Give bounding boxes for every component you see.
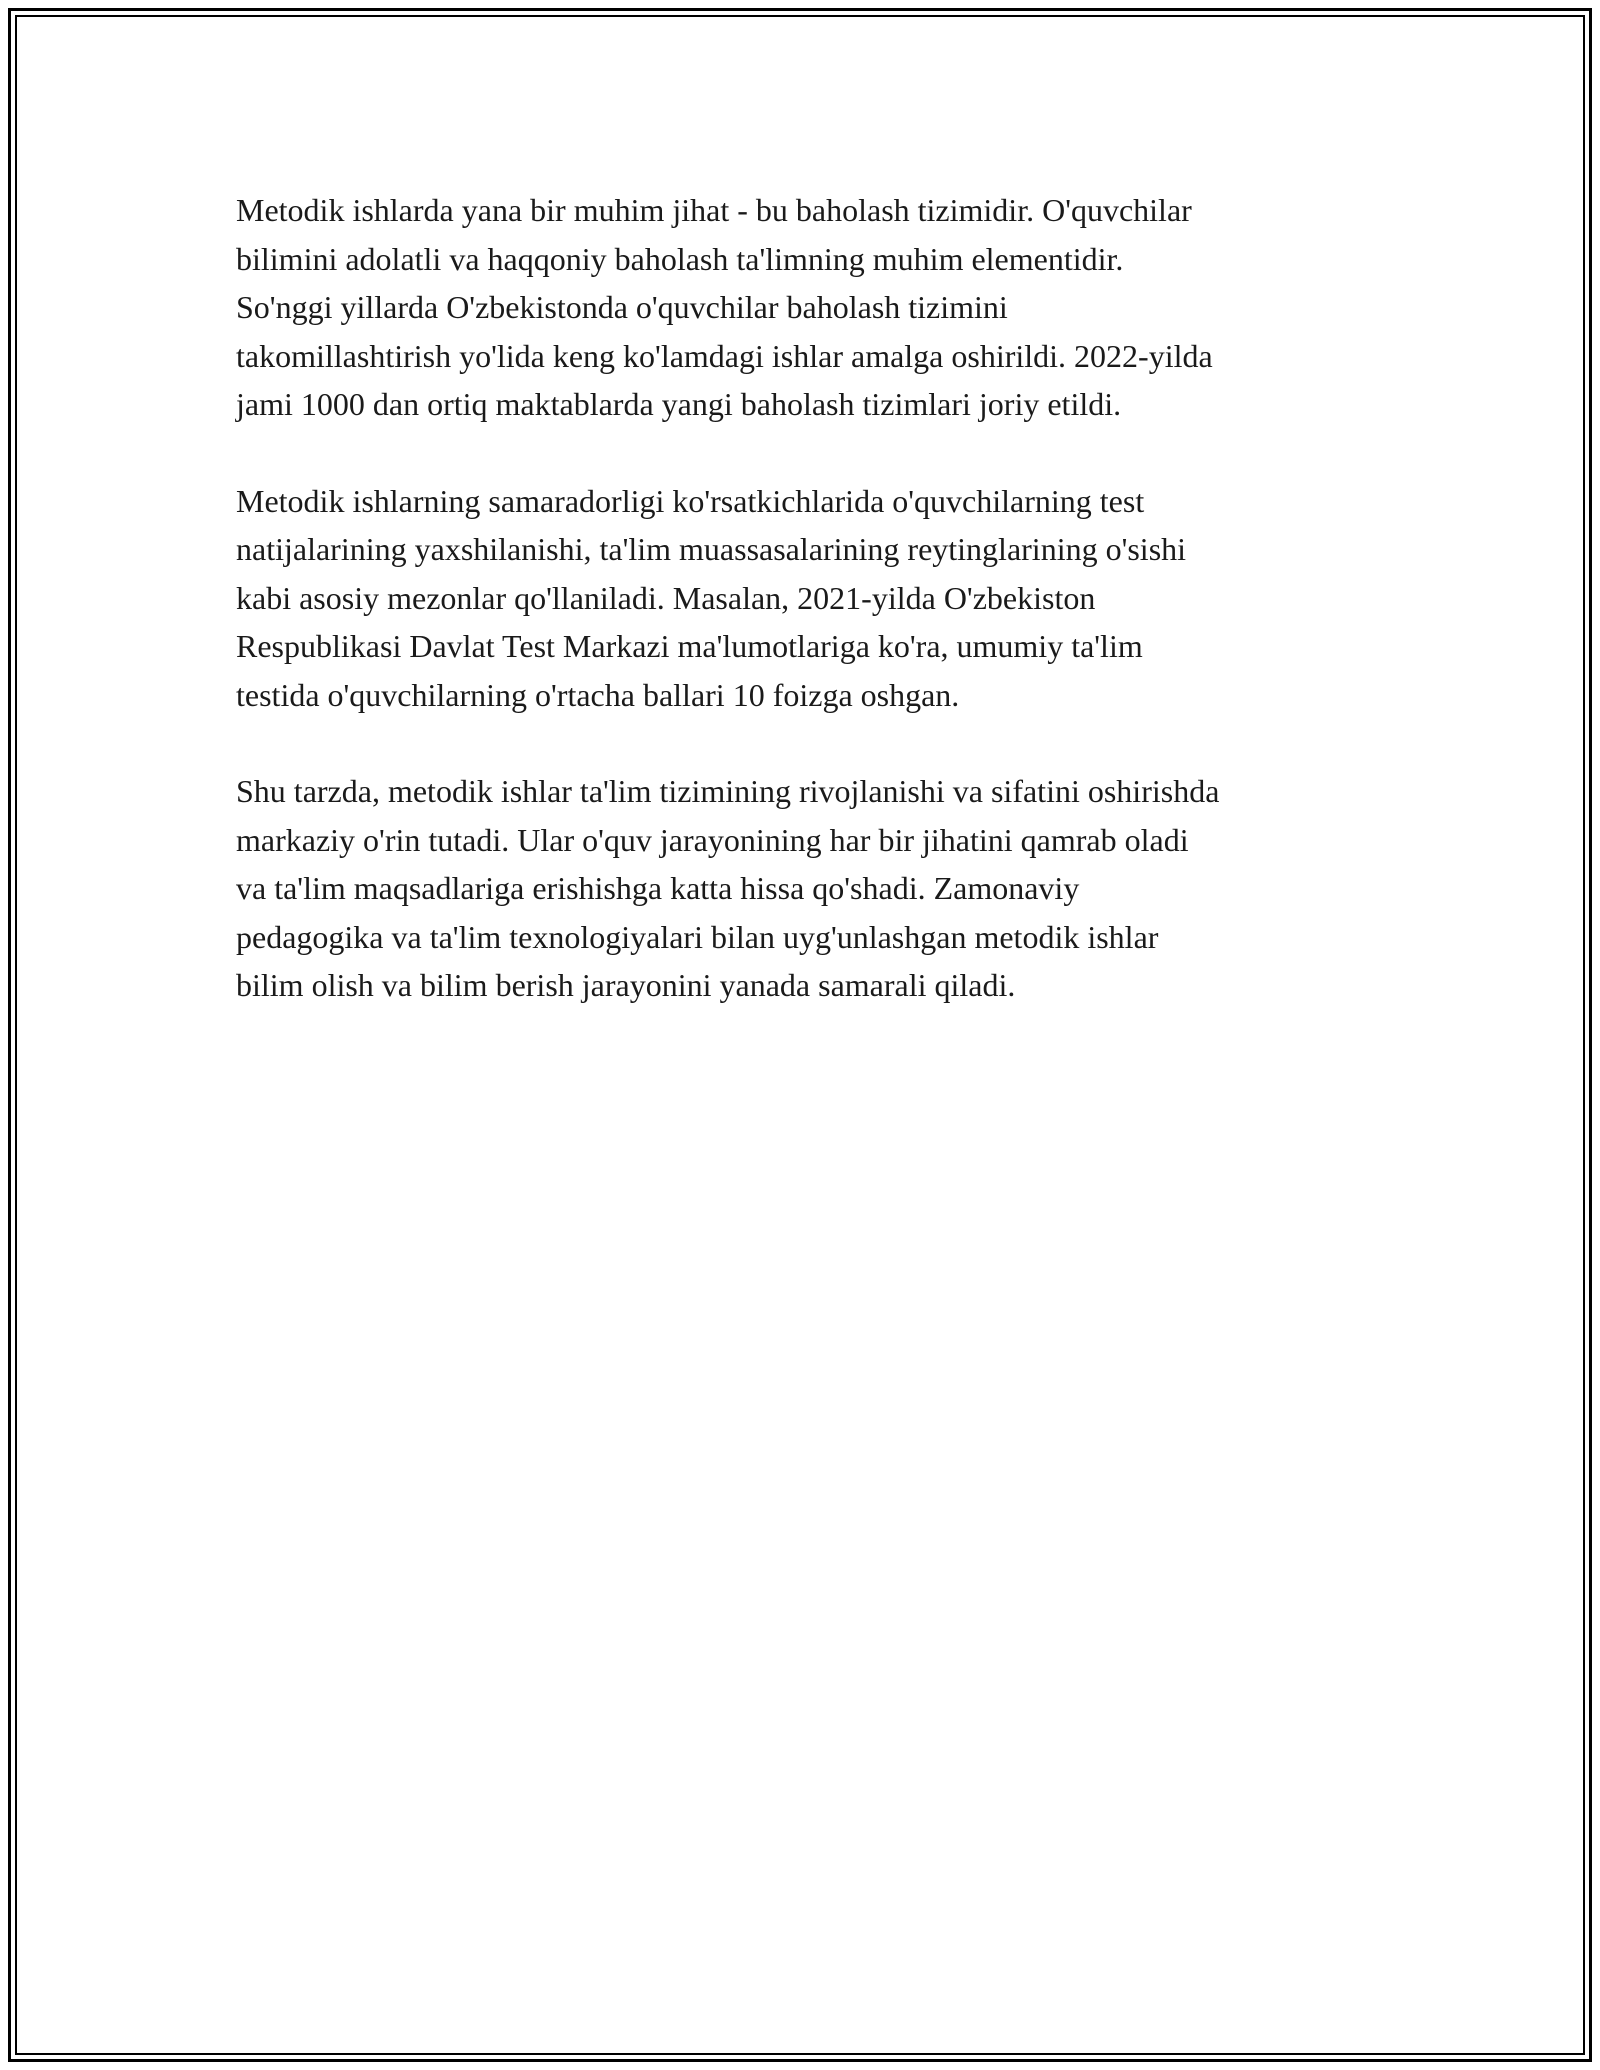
text-line: pedagogika va ta'lim texnologiyalari bilan uyg'unlashgan metodik ishlar <box>236 918 1159 955</box>
text-line: markaziy o'rin tutadi. Ular o'quv jarayonining har bir jihatini qamrab oladi <box>236 821 1189 858</box>
paragraph-effectiveness <box>236 477 1376 720</box>
paragraph-conclusion <box>236 767 1376 1010</box>
document-body <box>236 186 1376 1058</box>
paragraph-assessment <box>236 186 1376 429</box>
text-line: Metodik ishlarda yana bir muhim jihat - bu baholash tizimidir. O'quvchilar <box>236 192 1192 228</box>
text-line: bilimini adolatli va haqqoniy baholash ta'limning muhim elementidir. <box>236 240 1124 277</box>
text-line: jami 1000 dan ortiq maktablarda yangi baholash tizimlari joriy etildi. <box>236 386 1122 422</box>
text-line: kabi asosiy mezonlar qo'llaniladi. Masalan, 2021-yilda O'zbekiston <box>236 579 1096 616</box>
text-line: So'nggi yillarda O'zbekistonda o'quvchilar baholash tizimini <box>236 289 1008 325</box>
text-line: takomillashtirish yo'lida keng ko'lamdagi ishlar amalga oshirildi. 2022-yilda <box>236 337 1213 374</box>
text-line: natijalarining yaxshilanishi, ta'lim muassasalarining reytinglarining o'sishi <box>236 531 1187 567</box>
text-line: Shu tarzda, metodik ishlar ta'lim tizimining rivojlanishi va sifatini oshirishda <box>236 773 1220 809</box>
text-line: va ta'lim maqsadlariga erishishga katta hissa qo'shadi. Zamonaviy <box>236 870 1080 906</box>
text-line: Metodik ishlarning samaradorligi ko'rsatkichlarida o'quvchilarning test <box>236 482 1145 519</box>
text-line: bilim olish va bilim berish jarayonini yanada samarali qiladi. <box>236 967 1016 1003</box>
text-line: testida o'quvchilarning o'rtacha ballari 10 foizga oshgan. <box>236 676 960 713</box>
text-line: Respublikasi Davlat Test Markazi ma'lumotlariga ko'ra, umumiy ta'lim <box>236 628 1143 664</box>
